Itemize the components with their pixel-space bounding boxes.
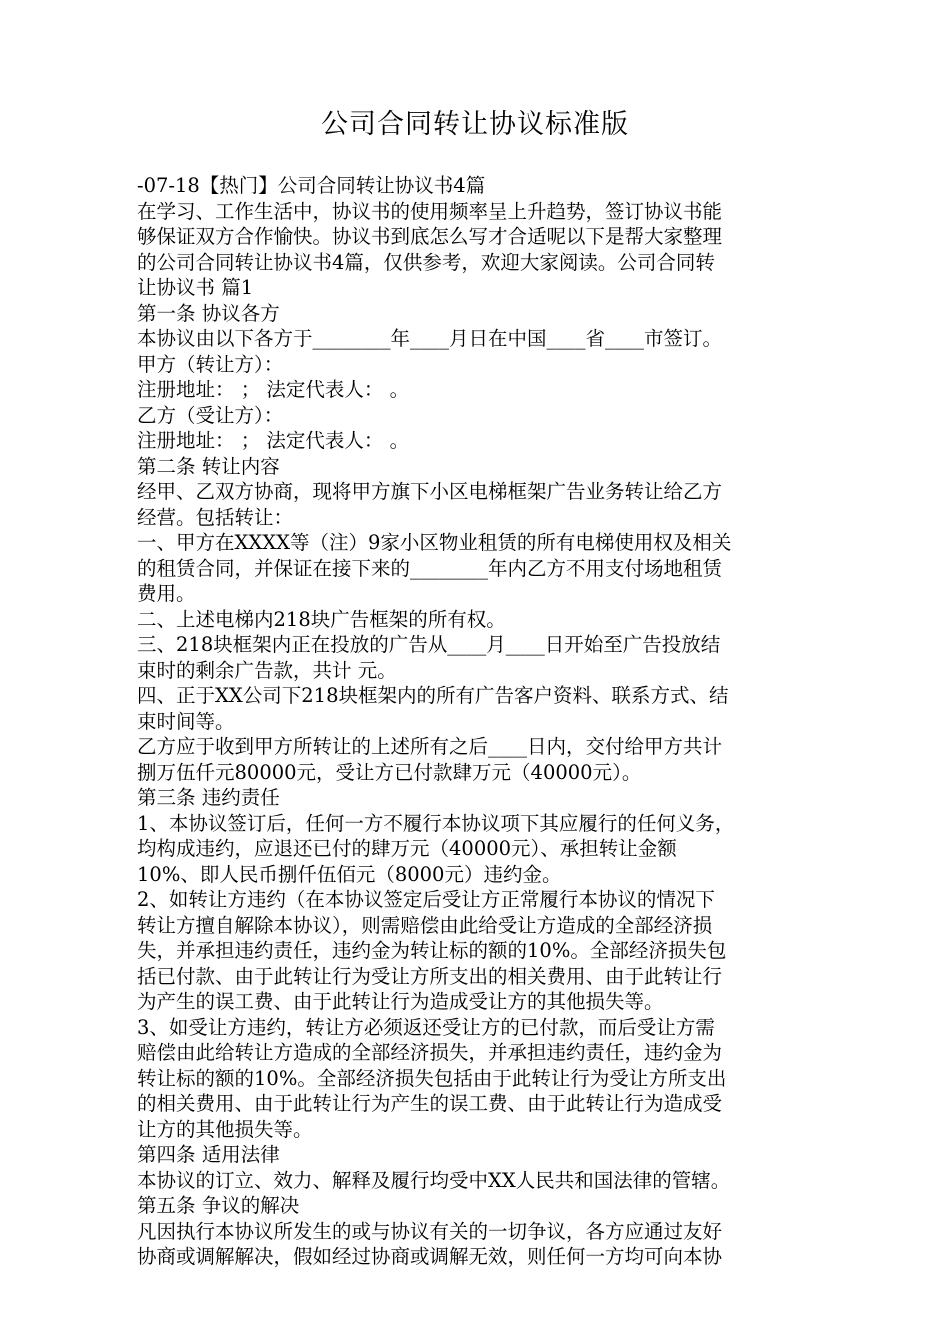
document-line: 括已付款、由于此转让行为受让方所支出的相关费用、由于此转让行 [137,964,723,988]
document-title: 公司合同转让协议标准版 [321,109,629,140]
document-line: 束时间等。 [137,709,235,733]
document-line: 乙方（受让方）： [137,403,284,427]
document-line: 经营。包括转让： [137,505,294,529]
document-body [137,173,817,1270]
document-line: 为产生的误工费、由于此转让行为造成受让方的其他损失等。 [137,990,664,1013]
document-line: 1、本协议签订后，任何一方不履行本协议项下其应履行的任何义务， [137,811,735,835]
document-line: 失，并承担违约责任，违约金为转让标的额的10%。全部经济损失包 [137,939,727,962]
document-line: 第三条 违约责任 [137,786,280,809]
document-line: 乙方应于收到甲方所转让的上述所有之后____日内，交付给甲方共计 [137,735,723,758]
document-line: 第五条 争议的解决 [137,1194,300,1217]
document-line: 凡因执行本协议所发生的或与协议有关的一切争议，各方应通过友好 [137,1219,723,1243]
document-line: 的租赁合同，并保证在接下来的________年内乙方不用支付场地租赁 [137,556,723,580]
document-line: 甲方（转让方）： [137,352,284,376]
document-line: 三、218块框架内正在投放的广告从____月____日开始至广告投放结 [137,633,721,656]
document-line: 10%、即人民币捌仟伍佰元（8000元）违约金。 [137,862,562,886]
document-line: 第一条 协议各方 [137,301,280,325]
document-line: 费用。 [137,582,196,605]
document-line: 第四条 适用法律 [137,1143,280,1166]
document-line: 转让方擅自解除本协议），则需赔偿由此给受让方造成的全部经济损 [137,913,713,937]
document-line: 均构成违约，应退还已付的肆万元（40000元）、承担转让金额 [137,837,677,860]
document-line: 赔偿由此给转让方造成的全部经济损失，并承担违约责任，违约金为 [137,1041,723,1064]
document-line: 第二条 转让内容 [137,454,280,478]
document-line: 二、上述电梯内218块广告框架的所有权。 [137,607,506,631]
document-line: 转让标的额的10%。全部经济损失包括由于此转让行为受让方所支出 [137,1066,727,1090]
document-line: 协商或调解解决，假如经过协商或调解无效，则任何一方均可向本协 [137,1245,723,1268]
document-line: 让协议书 篇1 [137,276,254,299]
document-line: 够保证双方合作愉快。协议书到底怎么写才合适呢以下是帮大家整理 [137,225,723,248]
document-line: 注册地址： ； 法定代表人： 。 [137,429,410,452]
document-line: 注册地址： ； 法定代表人： 。 [137,378,410,401]
document-line: 束时的剩余广告款，共计 元。 [137,658,397,682]
document-line: 在学习、工作生活中，协议书的使用频率呈上升趋势，签订协议书能 [137,199,723,223]
document-line: 四、正于XX公司下218块框架内的所有广告客户资料、联系方式、结 [137,684,729,707]
document-line: -07-18【热门】公司合同转让协议书4篇 [137,174,486,197]
document-line: 3、如受让方违约，转让方必须返还受让方的已付款，而后受让方需 [137,1015,715,1039]
document-line: 2、如转让方违约（在本协议签定后受让方正常履行本协议的情况下 [137,888,715,911]
document-line: 的公司合同转让协议书4篇，仅供参考，欢迎大家阅读。公司合同转 [137,250,715,274]
document-line: 捌万伍仟元80000元，受让方已付款肆万元（40000元）。 [137,760,642,784]
document-line: 经甲、乙双方协商，现将甲方旗下小区电梯框架广告业务转让给乙方 [137,480,723,503]
document-line: 一、甲方在XXXX等（注）9家小区物业租赁的所有电梯使用权及相关 [137,531,732,554]
document-line: 本协议的订立、效力、解释及履行均受中XX人民共和国法律的管辖。 [137,1168,731,1192]
document-line: 让方的其他损失等。 [137,1117,313,1141]
document-line: 本协议由以下各方于________年____月日在中国____省____市签订。 [137,327,723,350]
document-line: 的相关费用、由于此转让行为产生的误工费、由于此转让行为造成受 [137,1092,723,1115]
